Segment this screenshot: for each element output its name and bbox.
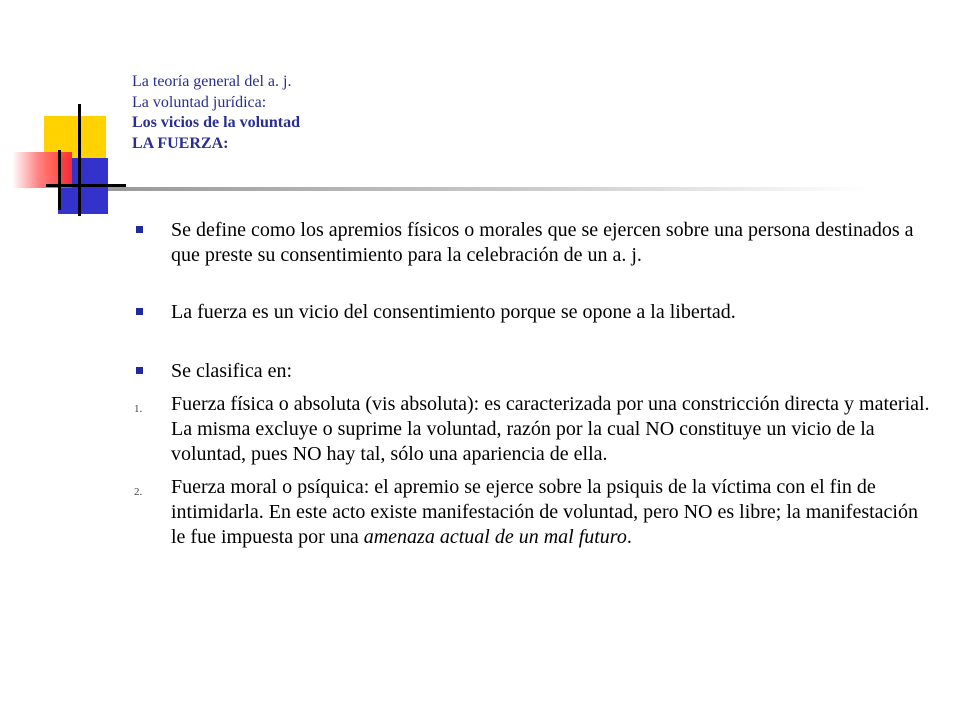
red-gradient-bar bbox=[12, 152, 72, 188]
numbered-item bbox=[132, 475, 932, 550]
title-line-3: Los vicios de la voluntad bbox=[132, 114, 301, 131]
decorative-logo bbox=[0, 0, 130, 230]
square-bullet-icon bbox=[136, 308, 143, 315]
numbered-item bbox=[132, 392, 932, 467]
bullet-text: Se clasifica en: bbox=[171, 360, 293, 382]
bullet-text: Se define como los apremios físicos o morales que se ejercen sobre una persona destinados a que preste su consentimiento para la celebración de un a. j. bbox=[171, 219, 914, 266]
numbered-text bbox=[171, 475, 932, 550]
square-bullet-icon bbox=[136, 367, 143, 374]
bullet-item bbox=[132, 300, 932, 325]
title-line-2: La voluntad jurídica: bbox=[132, 93, 267, 111]
numbered-text: Fuerza física o absoluta (vis absoluta): es caracterizada por una constricción directa y material. La misma excluye o suprime la voluntad, razón por la cual NO constituye un vicio de la voluntad, pues NO hay tal, sólo una apariencia de ella. bbox=[171, 393, 930, 465]
bullet-item bbox=[132, 218, 932, 268]
numbered-text-main: Fuerza moral o psíquica: el apremio se ejerce sobre la psiquis de la víctima con el fin de intimidarla. En este acto existe manifestación de voluntad, pero NO es libre; la manifestación le fue impuesta por una bbox=[171, 476, 918, 548]
vertical-line bbox=[58, 150, 61, 210]
title-line-1: La teoría general del a. j. bbox=[132, 73, 292, 90]
vertical-line bbox=[78, 104, 81, 216]
item-number: 1. bbox=[134, 403, 143, 415]
slide-title bbox=[132, 72, 300, 154]
slide-body bbox=[132, 218, 932, 550]
item-number: 2. bbox=[134, 486, 143, 498]
title-underline bbox=[108, 187, 868, 191]
numbered-text-italic: amenaza actual de un mal futuro bbox=[363, 526, 627, 548]
square-bullet-icon bbox=[136, 226, 143, 233]
title-line-4: LA FUERZA: bbox=[132, 134, 229, 152]
bullet-item bbox=[132, 359, 932, 384]
numbered-text-end: . bbox=[626, 526, 632, 548]
bullet-text: La fuerza es un vicio del consentimiento porque se opone a la libertad. bbox=[171, 301, 736, 323]
